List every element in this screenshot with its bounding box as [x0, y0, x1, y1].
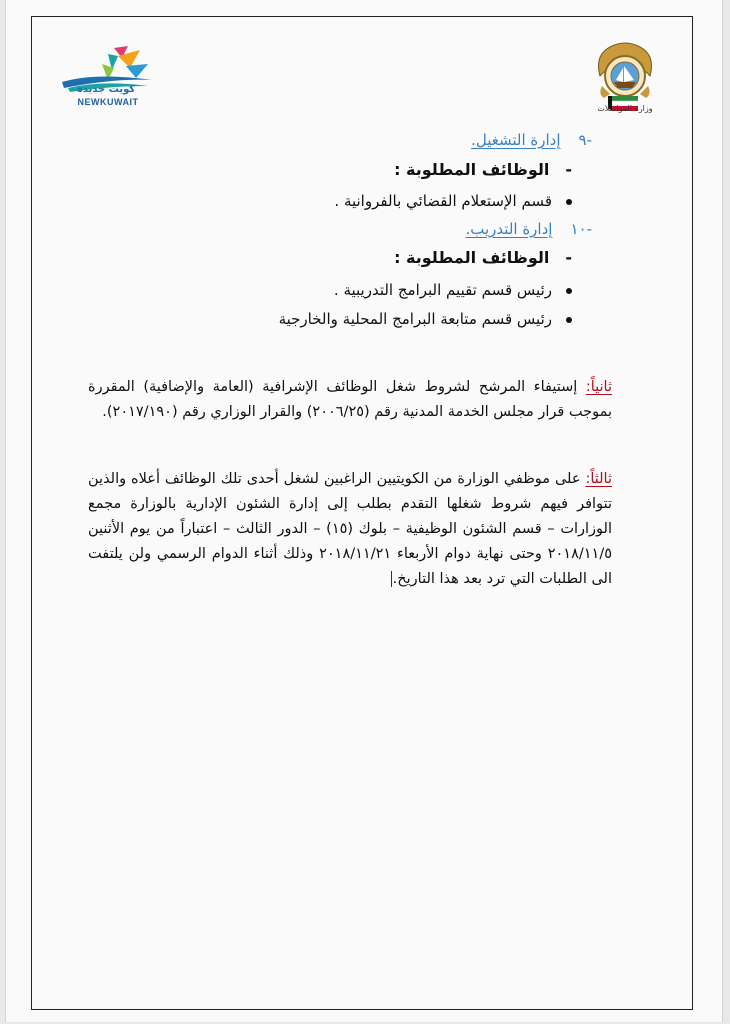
job-item	[334, 281, 572, 299]
document-page	[6, 0, 722, 1022]
paragraph-text: على موظفي الوزارة من الكويتيين الراغبين لشغل أحدى تلك الوظائف أعلاه والذين تتوافر فيهم شروط شغلها التقدم بطلب إلى إدارة الشئون الإدارية بالوزارة مجمع الوزارات – قسم الشئون الوظيفية – بلوك (١٥) – الدور الثالث – اعتباراً من يوم الأثنين ٢٠١٨/١١/٥ وحتى نهاية دوام الأربعاء ٢٠١٨/١١/٢١ وذلك أثناء الدوام الرسمي ولن يلتفت الى الطلبات التي ترد بعد هذا التاريخ.	[88, 471, 612, 587]
section-name: إدارة التدريب.	[465, 220, 553, 238]
job-item-text: قسم الإستعلام القضائي بالفروانية .	[334, 192, 552, 210]
jobs-heading-text: الوظائف المطلوبة :	[394, 160, 550, 179]
paragraph-text: إستيفاء المرشح لشروط شغل الوظائف الإشرافية (العامة والإضافية) المقررة بموجب قرار مجلس الخدمة المدنية رقم (٢٠٠٦/٢٥) والقرار الوزاري رقم (٢٠١٧/١٩٠).	[88, 379, 612, 420]
new-kuwait-arabic-text: كويت جديدة	[76, 84, 136, 95]
bullet-icon	[566, 288, 572, 294]
section-number: -٩	[578, 131, 592, 149]
ministry-emblem-text: وزارة المواصلات	[597, 104, 653, 113]
section-heading-training	[466, 220, 593, 238]
paragraph-label: ثانياً:	[585, 379, 612, 395]
jobs-heading: -الوظائف المطلوبة :	[394, 248, 572, 267]
section-heading-operations	[471, 131, 592, 149]
paragraph-second-conditions	[88, 375, 612, 425]
bullet-icon	[566, 199, 572, 205]
job-item-text: رئيس قسم متابعة البرامج المحلية والخارجية	[278, 310, 552, 328]
paragraph-label: ثالثاً:	[585, 471, 612, 487]
new-kuwait-latin-text: NEWKUWAIT	[77, 97, 139, 107]
job-item	[334, 192, 572, 210]
jobs-heading: -الوظائف المطلوبة :	[394, 160, 572, 179]
bullet-icon	[566, 317, 572, 323]
paragraph-third-application	[88, 467, 612, 592]
section-name: إدارة التشغيل.	[471, 131, 561, 149]
job-item	[279, 310, 572, 328]
section-number: -١٠	[570, 220, 592, 238]
text-cursor	[391, 571, 392, 587]
jobs-heading-text: الوظائف المطلوبة :	[394, 248, 550, 267]
job-item-text: رئيس قسم تقييم البرامج التدريبية .	[333, 281, 552, 299]
